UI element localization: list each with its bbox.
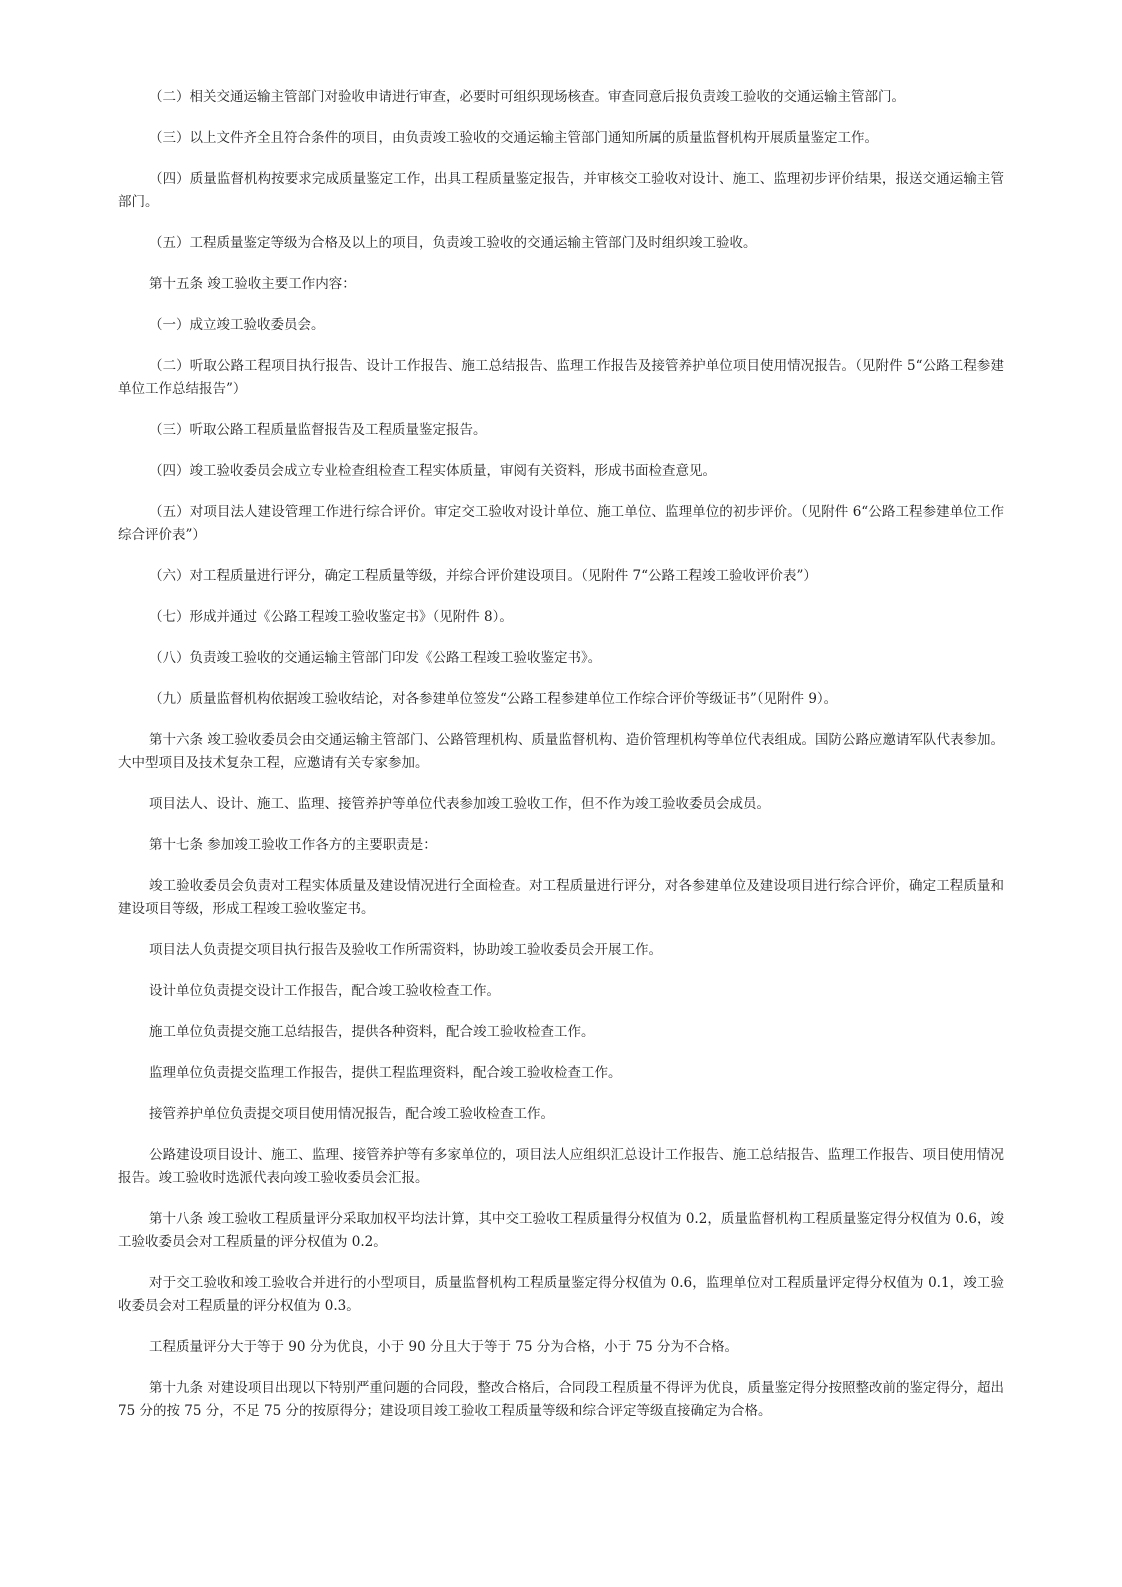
article-17-multi-unit: 公路建设项目设计、施工、监理、接管养护等有多家单位的，项目法人应组织汇总设计工作报告、施工总结报告、监理工作报告、项目使用情况报告。竣工验收时选派代表向竣工验收委员会汇报。 bbox=[118, 1147, 1004, 1186]
paragraph-quality-appraisal: （四）质量监督机构按要求完成质量鉴定工作，出具工程质量鉴定报告，并审核交工验收对设计、施工、监理初步评价结果，报送交通运输主管部门。 bbox=[118, 171, 1004, 210]
article-15-item-5: （五）对项目法人建设管理工作进行综合评价。审定交工验收对设计单位、施工单位、监理单位的初步评价。（见附件 6“公路工程参建单位工作综合评价表”） bbox=[118, 504, 1004, 543]
article-15-item-8: （八）负责竣工验收的交通运输主管部门印发《公路工程竣工验收鉴定书》。 bbox=[149, 650, 602, 666]
article-15-heading: 第十五条 竣工验收主要工作内容： bbox=[149, 276, 356, 292]
article-15-item-2: （二）听取公路工程项目执行报告、设计工作报告、施工总结报告、监理工作报告及接管养护单位项目使用情况报告。（见附件 5“公路工程参建单位工作总结报告”） bbox=[118, 358, 1004, 397]
article-15-item-4: （四）竣工验收委员会成立专业检查组检查工程实体质量，审阅有关资料，形成书面检查意见。 bbox=[149, 463, 716, 479]
article-18-grading: 工程质量评分大于等于 90 分为优良，小于 90 分且大于等于 75 分为合格，小于 75 分为不合格。 bbox=[149, 1339, 739, 1355]
article-19: 第十九条 对建设项目出现以下特别严重问题的合同段，整改合格后，合同段工程质量不得评为优良，质量鉴定得分按照整改前的鉴定得分，超出 75 分的按 75 分，不足 75 分的按原得分；建设项目竣工验收工程质量等级和综合评定等级直接确定为合格。 bbox=[118, 1380, 1004, 1419]
paragraph-documents-complete: （三）以上文件齐全且符合条件的项目，由负责竣工验收的交通运输主管部门通知所属的质量监督机构开展质量鉴定工作。 bbox=[149, 130, 878, 146]
article-17-owner-duty: 项目法人负责提交项目执行报告及验收工作所需资料，协助竣工验收委员会开展工作。 bbox=[149, 942, 662, 958]
article-17-committee-duty: 竣工验收委员会负责对工程实体质量及建设情况进行全面检查。对工程质量进行评分，对各参建单位及建设项目进行综合评价，确定工程质量和建设项目等级，形成工程竣工验收鉴定书。 bbox=[118, 878, 1004, 917]
paragraph-organize-acceptance: （五）工程质量鉴定等级为合格及以上的项目，负责竣工验收的交通运输主管部门及时组织竣工验收。 bbox=[149, 235, 757, 251]
article-15-item-1: （一）成立竣工验收委员会。 bbox=[149, 317, 325, 333]
article-18: 第十八条 竣工验收工程质量评分采取加权平均法计算，其中交工验收工程质量得分权值为 0.2，质量监督机构工程质量鉴定得分权值为 0.6，竣工验收委员会对工程质量的评分权值为 0.2。 bbox=[118, 1211, 1004, 1250]
article-15-item-7: （七）形成并通过《公路工程竣工验收鉴定书》（见附件 8）。 bbox=[149, 609, 513, 625]
paragraph-review-application: （二）相关交通运输主管部门对验收申请进行审查，必要时可组织现场核查。审查同意后报负责竣工验收的交通运输主管部门。 bbox=[149, 89, 905, 105]
article-15-item-6: （六）对工程质量进行评分，确定工程质量等级，并综合评价建设项目。（见附件 7“公路工程竣工验收评价表”） bbox=[149, 568, 817, 584]
document-body bbox=[118, 86, 1004, 1441]
article-17-design-duty: 设计单位负责提交设计工作报告，配合竣工验收检查工作。 bbox=[149, 983, 500, 999]
article-17-maintenance-duty: 接管养护单位负责提交项目使用情况报告，配合竣工验收检查工作。 bbox=[149, 1106, 554, 1122]
article-16: 第十六条 竣工验收委员会由交通运输主管部门、公路管理机构、质量监督机构、造价管理机构等单位代表组成。国防公路应邀请军队代表参加。大中型项目及技术复杂工程，应邀请有关专家参加。 bbox=[118, 732, 1004, 771]
article-18-small-projects: 对于交工验收和竣工验收合并进行的小型项目，质量监督机构工程质量鉴定得分权值为 0.6，监理单位对工程质量评定得分权值为 0.1，竣工验收委员会对工程质量的评分权值为 0.3。 bbox=[118, 1275, 1004, 1314]
article-17-heading: 第十七条 参加竣工验收工作各方的主要职责是： bbox=[149, 837, 437, 853]
article-16-participants: 项目法人、设计、施工、监理、接管养护等单位代表参加竣工验收工作，但不作为竣工验收委员会成员。 bbox=[149, 796, 770, 812]
article-17-construction-duty: 施工单位负责提交施工总结报告，提供各种资料，配合竣工验收检查工作。 bbox=[149, 1024, 595, 1040]
article-15-item-3: （三）听取公路工程质量监督报告及工程质量鉴定报告。 bbox=[149, 422, 487, 438]
article-15-item-9: （九）质量监督机构依据竣工验收结论，对各参建单位签发“公路工程参建单位工作综合评价等级证书”（见附件 9）。 bbox=[149, 691, 838, 707]
article-17-supervision-duty: 监理单位负责提交监理工作报告，提供工程监理资料，配合竣工验收检查工作。 bbox=[149, 1065, 622, 1081]
